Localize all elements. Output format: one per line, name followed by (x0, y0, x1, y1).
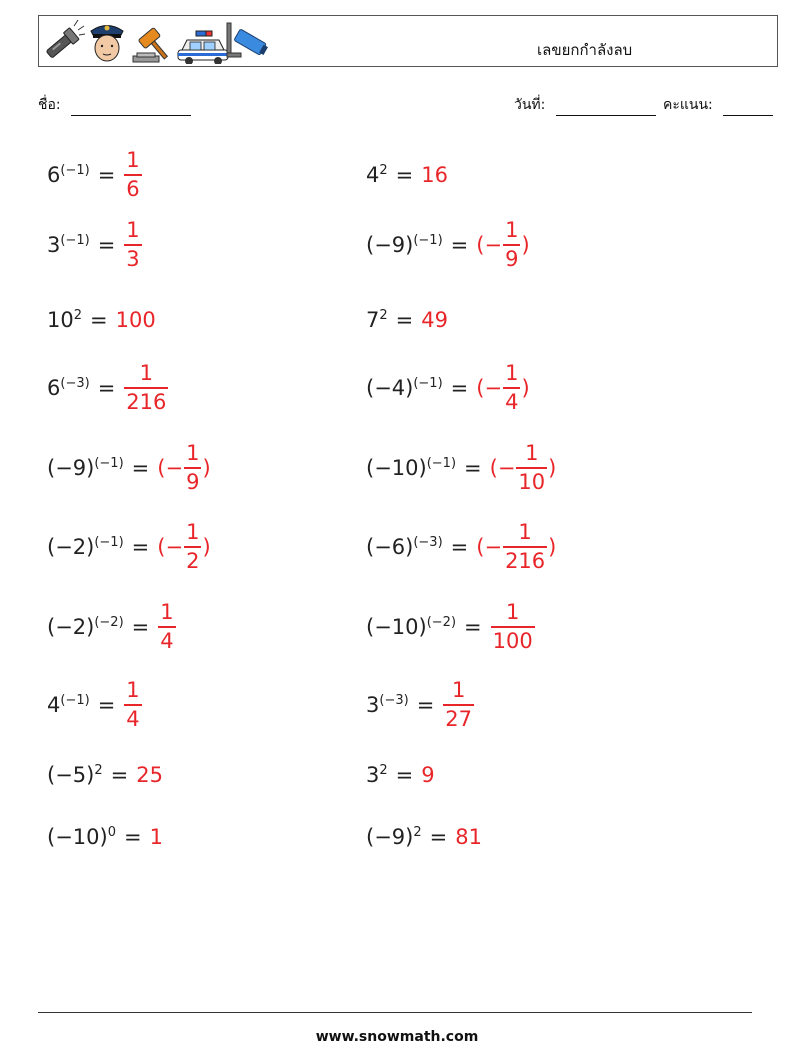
footer-url: www.snowmath.com (315, 1029, 479, 1045)
answer-fraction (503, 522, 547, 572)
fraction-numerator: 1 (126, 148, 140, 172)
problem-item: (−10) $^{(-2)}$ = $\frac{1}{100}$ (366, 602, 536, 652)
date-field (514, 94, 656, 116)
equals-sign: = (97, 693, 116, 717)
worksheet-title: เลขยกกำลังลบ (537, 41, 633, 59)
fraction-denominator: 216 (505, 549, 546, 573)
answer (476, 522, 556, 572)
fraction-numerator: 1 (505, 361, 519, 385)
equals-sign: = (395, 308, 414, 332)
name-label: ชื่อ: (38, 97, 61, 113)
fraction-numerator: 1 (126, 218, 140, 242)
equals-sign: = (450, 376, 469, 400)
answer-value: 100 (115, 308, 156, 332)
problem-item: (−9) $^{(-1)}$ = (− $\frac{1}{9}$ ) (47, 441, 211, 494)
problem-item: (−5) $^2$ = 25 (47, 763, 163, 787)
problem-base: 4 (366, 163, 380, 187)
answer (421, 163, 448, 187)
problem-item: (−9) $^2$ = 81 (366, 825, 482, 849)
problem-item: 3 $^{(-1)}$ = $\frac{1}{3}$ (47, 220, 143, 270)
answer-value: 1 (149, 825, 163, 849)
problem-item: (−9) $^{(-1)}$ = (− $\frac{1}{9}$ ) (366, 218, 530, 271)
problem-item: (−6) $^{(-3)}$ = (− $\frac{1}{216}$ ) (366, 520, 557, 573)
fraction-denominator: 9 (505, 247, 519, 271)
equals-sign: = (97, 163, 116, 187)
problem-base: (−6) (366, 535, 414, 559)
answer-fraction (124, 363, 168, 413)
problem-base: (−2) (47, 615, 95, 639)
equals-sign: = (429, 825, 448, 849)
answer-value: 49 (421, 308, 448, 332)
problem-item: (−2) $^{(-2)}$ = $\frac{1}{4}$ (47, 602, 177, 652)
fraction-numerator: 1 (139, 361, 154, 385)
problem-item: 6 $^{(-1)}$ = $\frac{1}{6}$ (47, 150, 143, 200)
score-label: คะแนน: (663, 97, 713, 113)
equals-sign: = (97, 376, 116, 400)
fraction-denominator: 27 (445, 707, 473, 731)
problem-item: (−10) $^0$ = 1 (47, 825, 163, 849)
fraction-denominator: 3 (126, 247, 140, 271)
answer-fraction (124, 680, 141, 730)
equals-sign: = (395, 163, 414, 187)
fraction-numerator: 1 (186, 441, 200, 465)
problem-base: 7 (366, 308, 380, 332)
answer (150, 825, 163, 849)
score-field (663, 94, 773, 116)
answer (157, 522, 210, 572)
name-blank[interactable] (71, 101, 191, 116)
answer-value: 81 (455, 825, 482, 849)
security-camera-icon (227, 23, 269, 57)
fraction-numerator: 1 (518, 520, 532, 544)
answer-fraction (184, 443, 201, 493)
answer (157, 602, 176, 652)
gavel-icon (133, 27, 173, 64)
answer-open-paren: (− (476, 233, 503, 257)
fraction-numerator: 1 (525, 441, 539, 465)
equals-sign: = (97, 233, 116, 257)
answer-fraction (491, 602, 535, 652)
fraction-numerator: 1 (160, 600, 174, 624)
problem-base: (−4) (366, 376, 414, 400)
equals-sign: = (464, 615, 482, 639)
answer (421, 763, 434, 787)
answer-close-paren: ) (548, 456, 557, 480)
answer-fraction (503, 363, 520, 413)
problem-item: 4 $^{(-1)}$ = $\frac{1}{4}$ (47, 680, 143, 730)
fraction-numerator: 1 (505, 218, 519, 242)
police-officer-icon (91, 26, 123, 62)
answer (476, 363, 529, 413)
date-label: วันที่: (514, 97, 546, 113)
problem-base: 6 (47, 376, 61, 400)
problem-item: 3 $^{(-3)}$ = $\frac{1}{27}$ (366, 680, 475, 730)
equals-sign: = (110, 763, 129, 787)
equals-sign: = (131, 456, 150, 480)
score-blank[interactable] (723, 101, 773, 116)
answer-open-paren: (− (157, 535, 184, 559)
answer-value: 16 (421, 163, 448, 187)
answer-fraction (124, 220, 141, 270)
problem-base: 10 (47, 308, 74, 332)
answer-close-paren: ) (521, 233, 530, 257)
equals-sign: = (450, 535, 469, 559)
answer-open-paren: (− (489, 456, 516, 480)
fraction-denominator: 100 (492, 629, 533, 653)
answer-open-paren: (− (476, 535, 503, 559)
answer (442, 680, 475, 730)
answer-close-paren: ) (202, 535, 211, 559)
problem-item: (−2) $^{(-1)}$ = (− $\frac{1}{2}$ ) (47, 520, 211, 573)
equals-sign: = (395, 763, 414, 787)
problem-item: 10 $^2$ = 100 (47, 308, 156, 332)
fraction-denominator: 4 (505, 390, 519, 414)
equals-sign: = (123, 825, 142, 849)
equals-sign: = (464, 456, 482, 480)
answer-value: 25 (136, 763, 163, 787)
fraction-denominator: 4 (126, 707, 140, 731)
problem-base: 3 (366, 693, 380, 717)
problem-base: 3 (47, 233, 61, 257)
fraction-denominator: 10 (518, 470, 546, 494)
problem-base: 6 (47, 163, 61, 187)
equals-sign: = (90, 308, 108, 332)
answer (123, 363, 169, 413)
answer (123, 220, 142, 270)
answer (455, 825, 482, 849)
answer-close-paren: ) (548, 535, 557, 559)
answer-fraction (158, 602, 175, 652)
name-field (38, 94, 191, 116)
answer-fraction (124, 150, 141, 200)
answer-fraction (443, 680, 474, 730)
answer (157, 443, 210, 493)
problem-item: (−10) $^{(-1)}$ = (− $\frac{1}{10}$ ) (366, 441, 557, 494)
answer (123, 150, 142, 200)
problem-base: (−10) (47, 825, 108, 849)
answer-fraction (516, 443, 547, 493)
fraction-denominator: 2 (186, 549, 200, 573)
header-illustrations (41, 18, 273, 64)
problem-base: 3 (366, 763, 380, 787)
footer-divider (38, 1012, 752, 1013)
worksheet-header (38, 15, 778, 67)
answer-open-paren: (− (157, 456, 184, 480)
date-blank[interactable] (556, 101, 656, 116)
answer-close-paren: ) (202, 456, 211, 480)
problem-base: (−9) (47, 456, 95, 480)
fraction-denominator: 9 (186, 470, 200, 494)
answer (421, 308, 448, 332)
problem-base: (−10) (366, 615, 427, 639)
answer-fraction (184, 522, 201, 572)
fraction-denominator: 4 (160, 629, 174, 653)
fraction-numerator: 1 (126, 678, 140, 702)
fraction-denominator: 216 (126, 390, 167, 414)
problem-base: (−9) (366, 233, 414, 257)
problem-item: 3 $^2$ = 9 (366, 763, 435, 787)
problem-base: (−5) (47, 763, 95, 787)
answer (490, 443, 557, 493)
problem-item: 7 $^2$ = 49 (366, 308, 448, 332)
answer (116, 308, 156, 332)
problem-base: (−10) (366, 456, 427, 480)
problem-item: 4 $^2$ = 16 (366, 163, 448, 187)
flashlight-icon (44, 20, 85, 60)
equals-sign: = (450, 233, 469, 257)
problem-base: (−2) (47, 535, 95, 559)
equals-sign: = (131, 535, 150, 559)
problem-item: 6 $^{(-3)}$ = $\frac{1}{216}$ (47, 363, 169, 413)
problem-base: (−9) (366, 825, 414, 849)
answer-value: 9 (421, 763, 435, 787)
answer (476, 220, 529, 270)
fraction-denominator: 6 (126, 177, 140, 201)
answer-close-paren: ) (521, 376, 530, 400)
problem-item: (−4) $^{(-1)}$ = (− $\frac{1}{4}$ ) (366, 361, 530, 414)
equals-sign: = (416, 693, 435, 717)
police-car-icon (178, 31, 228, 64)
answer (123, 680, 142, 730)
answer-fraction (503, 220, 520, 270)
problem-base: 4 (47, 693, 61, 717)
equals-sign: = (131, 615, 150, 639)
fraction-numerator: 1 (505, 600, 520, 624)
answer-open-paren: (− (476, 376, 503, 400)
answer (136, 763, 163, 787)
fraction-numerator: 1 (186, 520, 200, 544)
answer (490, 602, 536, 652)
fraction-numerator: 1 (451, 678, 466, 702)
